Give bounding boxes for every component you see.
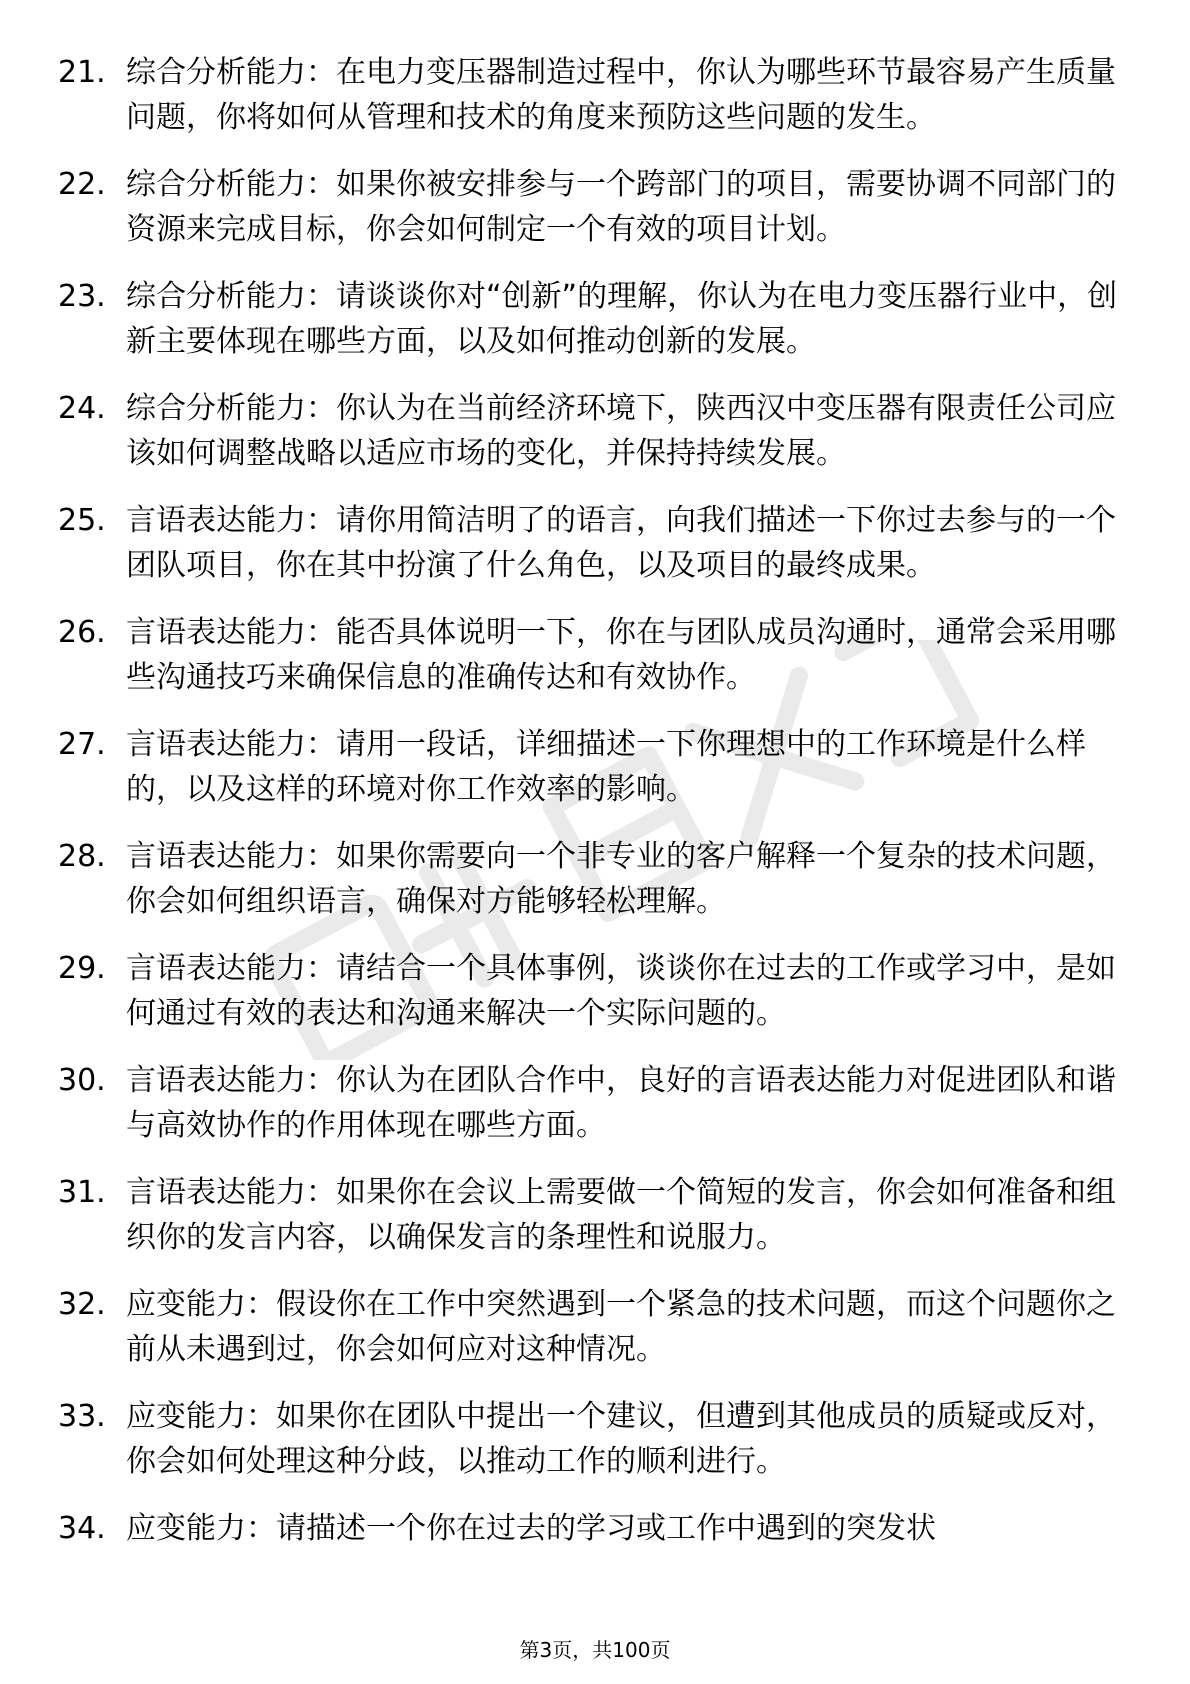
question-number: 22. <box>58 167 106 202</box>
question-number: 32. <box>58 1287 106 1322</box>
question-text: 综合分析能力：如果你被安排参与一个跨部门的项目，需要协调不同部门的资源来完成目标，你会如何制定一个有效的项目计划。 <box>126 167 1116 247</box>
question-text: 言语表达能力：你认为在团队合作中，良好的言语表达能力对促进团队和谐与高效协作的作用体现在哪些方面。 <box>126 1063 1116 1143</box>
question-text: 应变能力：如果你在团队中提出一个建议，但遭到其他成员的质疑或反对，你会如何处理这种分歧，以推动工作的顺利进行。 <box>126 1399 1116 1479</box>
question-item <box>58 50 1118 140</box>
question-item <box>58 162 1118 252</box>
question-item <box>58 1282 1118 1372</box>
question-number: 25. <box>58 503 106 538</box>
question-text: 言语表达能力：如果你需要向一个非专业的客户解释一个复杂的技术问题，你会如何组织语言，确保对方能够轻松理解。 <box>126 839 1116 919</box>
question-text: 言语表达能力：能否具体说明一下，你在与团队成员沟通时，通常会采用哪些沟通技巧来确保信息的准确传达和有效协作。 <box>126 615 1116 695</box>
question-number: 28. <box>58 839 106 874</box>
question-number: 31. <box>58 1175 106 1210</box>
question-item <box>58 274 1118 364</box>
question-text: 综合分析能力：在电力变压器制造过程中，你认为哪些环节最容易产生质量问题，你将如何从管理和技术的角度来预防这些问题的发生。 <box>126 55 1116 135</box>
question-number: 30. <box>58 1063 106 1098</box>
question-item <box>58 386 1118 476</box>
question-text: 言语表达能力：如果你在会议上需要做一个简短的发言，你会如何准备和组织你的发言内容，以确保发言的条理性和说服力。 <box>126 1175 1116 1255</box>
question-item <box>58 946 1118 1036</box>
question-item <box>58 1506 1118 1551</box>
question-text: 言语表达能力：请用一段话，详细描述一下你理想中的工作环境是什么样的，以及这样的环境对你工作效率的影响。 <box>126 727 1086 807</box>
question-item <box>58 498 1118 588</box>
question-number: 34. <box>58 1511 106 1546</box>
question-text: 综合分析能力：请谈谈你对“创新”的理解，你认为在电力变压器行业中，创新主要体现在哪些方面，以及如何推动创新的发展。 <box>126 279 1118 359</box>
question-item <box>58 834 1118 924</box>
question-text: 言语表达能力：请结合一个具体事例，谈谈你在过去的工作或学习中，是如何通过有效的表达和沟通来解决一个实际问题的。 <box>126 951 1116 1031</box>
question-number: 29. <box>58 951 106 986</box>
question-item <box>58 610 1118 700</box>
question-item <box>58 722 1118 812</box>
question-text: 应变能力：假设你在工作中突然遇到一个紧急的技术问题，而这个问题你之前从未遇到过，你会如何应对这种情况。 <box>126 1287 1116 1367</box>
question-text: 综合分析能力：你认为在当前经济环境下，陕西汉中变压器有限责任公司应该如何调整战略以适应市场的变化，并保持持续发展。 <box>126 391 1116 471</box>
question-text: 应变能力：请描述一个你在过去的学习或工作中遇到的突发状 <box>126 1511 936 1546</box>
question-number: 23. <box>58 279 106 314</box>
question-number: 26. <box>58 615 106 650</box>
page-footer: 第3页，共100页 <box>519 1638 671 1662</box>
question-list <box>58 50 1118 1573</box>
question-number: 27. <box>58 727 106 762</box>
question-text: 言语表达能力：请你用简洁明了的语言，向我们描述一下你过去参与的一个团队项目，你在其中扮演了什么角色，以及项目的最终成果。 <box>126 503 1116 583</box>
question-item <box>58 1394 1118 1484</box>
question-number: 33. <box>58 1399 106 1434</box>
question-item <box>58 1058 1118 1148</box>
question-item <box>58 1170 1118 1260</box>
question-number: 24. <box>58 391 106 426</box>
question-number: 21. <box>58 55 106 90</box>
